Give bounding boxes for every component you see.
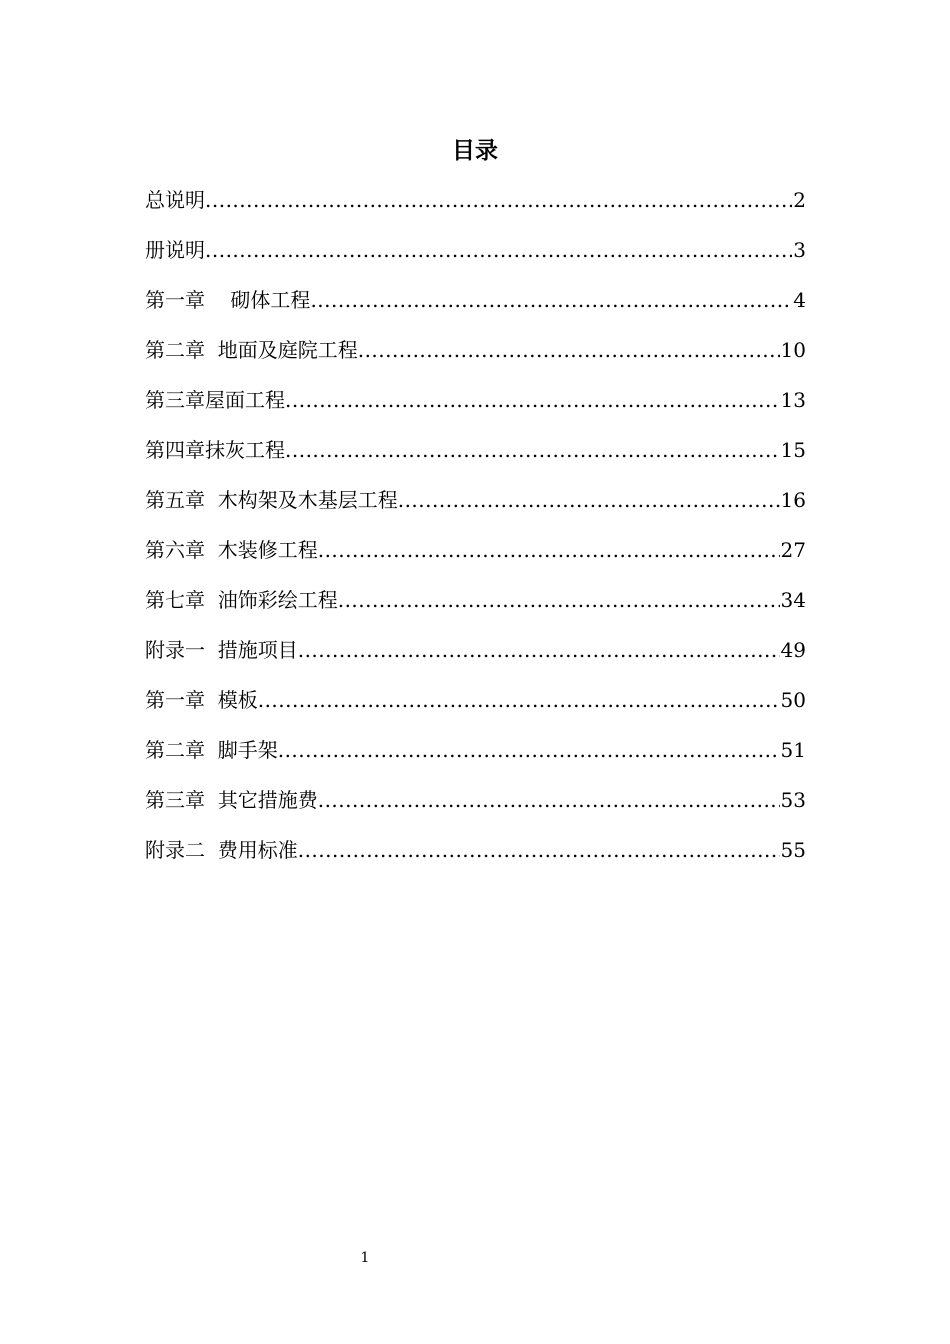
toc-entry-page: 10 [780,338,806,362]
toc-entry-label: 第三章 其它措施费 [145,788,318,812]
toc-entry-page: 53 [780,788,806,812]
toc-entry[interactable] [145,333,806,383]
toc-dot-leader [205,183,792,217]
toc-entry-page: 27 [780,538,806,562]
toc-entry-page: 3 [793,238,806,262]
toc-entry-page: 51 [780,738,806,762]
toc-entry[interactable] [145,233,806,283]
toc-entry[interactable] [145,583,806,633]
toc-entry-page: 4 [793,288,806,312]
toc-entry[interactable] [145,483,806,533]
toc-entry-page: 16 [780,488,806,512]
toc-entry[interactable] [145,533,806,583]
toc-entry-label: 第六章 木装修工程 [145,538,318,562]
toc-dot-leader [318,783,780,817]
toc-dot-leader [258,683,780,717]
toc-entry[interactable] [145,383,806,433]
toc-entry-label: 第二章 脚手架 [145,738,278,762]
toc-entry[interactable] [145,433,806,483]
toc-dot-leader [278,733,780,767]
toc-entry-page: 2 [793,188,806,212]
toc-entry[interactable] [145,633,806,683]
toc-dot-leader [318,533,780,567]
page-number: 1 [360,1250,370,1266]
toc-dot-leader [285,383,780,417]
toc-entry-label: 第四章抹灰工程 [145,438,285,462]
toc-entry[interactable] [145,683,806,733]
toc-entry[interactable] [145,733,806,783]
toc-entry-label: 第七章 油饰彩绘工程 [145,588,338,612]
toc-list [145,183,806,883]
toc-entry-label: 册说明 [145,238,205,262]
toc-dot-leader [285,433,780,467]
toc-dot-leader [338,583,780,617]
toc-title: 目录 [452,137,498,164]
toc-entry-label: 第五章 木构架及木基层工程 [145,488,398,512]
toc-entry-page: 34 [780,588,806,612]
toc-dot-leader [398,483,780,517]
toc-dot-leader [358,333,780,367]
toc-entry[interactable] [145,183,806,233]
toc-dot-leader [205,233,792,267]
toc-entry-page: 55 [780,838,806,862]
toc-entry-label: 第二章 地面及庭院工程 [145,338,358,362]
toc-entry-label: 第一章 模板 [145,688,258,712]
toc-entry-label: 第三章屋面工程 [145,388,285,412]
toc-entry[interactable] [145,283,806,333]
toc-entry-page: 13 [780,388,806,412]
toc-dot-leader [298,833,780,867]
toc-entry[interactable] [145,833,806,883]
toc-entry-label: 附录一 措施项目 [145,638,298,662]
toc-entry-page: 49 [780,638,806,662]
toc-entry-page: 15 [780,438,806,462]
toc-entry-label: 总说明 [145,188,205,212]
toc-entry-label: 第一章 砌体工程 [145,288,311,312]
toc-dot-leader [310,283,792,317]
toc-entry-page: 50 [780,688,806,712]
toc-entry-label: 附录二 费用标准 [145,838,298,862]
toc-dot-leader [298,633,780,667]
toc-entry[interactable] [145,783,806,833]
